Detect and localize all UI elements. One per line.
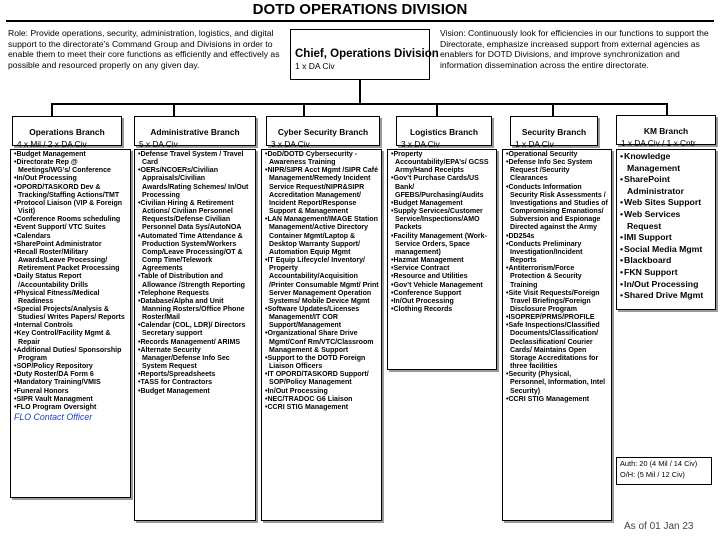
chief-name: Chief, Operations Division xyxy=(295,48,439,60)
duty-item: • FKN Support xyxy=(620,267,713,279)
duty-item: • TASS for Contractors xyxy=(138,379,253,387)
duty-item: • Social Media Mgmt xyxy=(620,244,713,256)
duty-item: • SharePoint Administrator xyxy=(620,174,713,197)
connector-km xyxy=(666,103,668,115)
duty-item: • Supply Services/Customer Service/Inspections/AMO Packets xyxy=(391,208,494,232)
page-title: DOTD OPERATIONS DIVISION xyxy=(252,1,468,18)
duty-item: • IT Equip Lifecycle/ Inventory/ Property Accountability/Acquisition /Printer Consumable Mgmt/ Print Server Management Operation Systems/ Mobile Device Mgmt xyxy=(265,257,379,306)
duty-item: • IT OPORD/TASKORD Support/ SOP/Policy Management xyxy=(265,371,379,387)
branch-operations xyxy=(12,116,122,149)
duty-item: • Additional Duties/ Sponsorship Program xyxy=(14,347,128,363)
chief-staff: 1 x DA Civ xyxy=(295,61,335,71)
duty-item: • Alternate Security Manager/Defense Info Sec System Request xyxy=(138,347,253,371)
duty-item: • OERs/NCOERs/Civilian Appraisals/Civilian Awards/Rating Schemes/ In/Out Processing xyxy=(138,167,253,200)
cyber-security-duties xyxy=(261,149,382,521)
duty-item: • Recall Roster/Military Awards/Leave Processing/ Retirement Packet Processing xyxy=(14,249,128,273)
branch-logistics xyxy=(396,116,492,149)
duty-item: • Telephone Requests xyxy=(138,290,253,298)
chief-connector xyxy=(359,80,361,104)
duty-item: • Web Sites Support xyxy=(620,197,713,209)
branch-name: KM Branch xyxy=(643,126,689,136)
duty-item: • Civilian Hiring & Retirement Actions/ Civilian Personnel Requests/Defense Civilian Personnel Data Sys/AutoNOA xyxy=(138,200,253,233)
duty-item: • Antiterrorism/Force Protection & Security Training xyxy=(506,265,609,289)
duty-item: • FLO Program Oversight xyxy=(14,404,128,412)
duty-item: • Records Management/ ARIMS xyxy=(138,339,253,347)
duty-item: • Gov’t Purchase Cards/US Bank/ GFEBS/Purchasing/Audits xyxy=(391,175,494,199)
duty-item: • Budget Management xyxy=(14,151,128,159)
duty-item: • SIPR Vault Managment xyxy=(14,396,128,404)
duty-item: • IMI Support xyxy=(620,232,713,244)
duty-item: • SOP/Policy Repository xyxy=(14,363,128,371)
duty-item: • CCRI STIG Management xyxy=(506,396,609,404)
duty-item: • Operational Security xyxy=(506,151,609,159)
duty-item: • Database/Alpha and Unit Manning Rosters/Office Phone Roster/Mail xyxy=(138,298,253,322)
duty-item: • OPORD/TASKORD Dev & Tracking/Staffing Actions/TMT xyxy=(14,184,128,200)
duty-item: • Calendar (COL, LDR)/ Directors Secretary support xyxy=(138,322,253,338)
branch-staff: 1 x DA Civ xyxy=(515,139,554,149)
duty-item: • Event Support/ VTC Suites xyxy=(14,224,128,232)
duty-item: • Hazmat Management xyxy=(391,257,494,265)
duty-item: • ISOPREP/PRMS/PROFILE xyxy=(506,314,609,322)
branch-staff: 4 x Mil / 2 x DA Civ xyxy=(17,139,87,149)
logistics-duties xyxy=(387,149,497,370)
duty-item: • Mandatory Training/VMIS xyxy=(14,379,128,387)
duty-item: • Site Visit Requests/Foreign Travel Briefings/Foreign Disclosure Program xyxy=(506,290,609,314)
duty-item: • Budget Management xyxy=(391,200,494,208)
duty-item: • Security (Physical, Personnel, Information, Intel Security) xyxy=(506,371,609,395)
duty-item: • Funeral Honors xyxy=(14,388,128,396)
authorization-box xyxy=(616,457,712,485)
duty-item: • Knowledge Management xyxy=(620,151,713,174)
duty-item: • Daily Status Report /Accountability Drills xyxy=(14,273,128,289)
duty-item: • Defense Info Sec System Request /Security Clearances xyxy=(506,159,609,183)
administrative-duties xyxy=(134,149,256,521)
duty-item: • Table of Distribution and Allowance /Strength Reporting xyxy=(138,273,253,289)
duty-item: • Property Accountability/EPA’s/ GCSS Army/Hand Receipts xyxy=(391,151,494,175)
duty-item: • Clothing Records xyxy=(391,306,494,314)
connector-logistics xyxy=(436,103,438,116)
title-underline xyxy=(6,20,714,22)
branch-administrative xyxy=(134,116,256,149)
branch-staff: 1 x DA Civ / 1 x Cntr xyxy=(621,138,696,148)
duty-item: • Automated Time Attendance & Production System/Workers Comp/Leave Processing/OT & Comp Time/Telework Agreements xyxy=(138,233,253,274)
duty-item: • Safe Inspections/Classified Documents/Classification/ Declassification/ Courier Cards/ Maintains Open Storage Accreditations for three facilities xyxy=(506,322,609,371)
duty-item: • In/Out Processing xyxy=(620,279,713,291)
duty-item: • In/Out Processing xyxy=(265,388,379,396)
onhand-line: O/H: (5 Mil / 12 Civ) xyxy=(620,469,685,479)
branch-staff: 3 x DA Civ xyxy=(271,139,310,149)
duty-item: • Conference Rooms scheduling xyxy=(14,216,128,224)
duty-item: • Support to the DOTD Foreign Liaison Officers xyxy=(265,355,379,371)
duty-item: • Key Control/Facility Mgmt & Repair xyxy=(14,330,128,346)
duty-item: • Directorate Rep @ Meetings/WG’s/ Conference xyxy=(14,159,128,175)
duty-item: • Internal Controls xyxy=(14,322,128,330)
duty-item: • Conducts Information Security Risk Assessments / Investigations and Studies of Compromising Emanations/ Subversion and Espionage Directed against the Army xyxy=(506,184,609,233)
connector-administrative xyxy=(173,103,175,116)
connector-security xyxy=(552,103,554,116)
as-of-date: As of 01 Jan 23 xyxy=(624,521,694,532)
duty-item: • Special Projects/Analysis & Studies/ Writes Papers/ Reports xyxy=(14,306,128,322)
duty-item: • Organizational Share Drive Mgmt/Conf Rm/VTC/Classroom Management & Support xyxy=(265,330,379,354)
duty-item: • Conference Support xyxy=(391,290,494,298)
duty-item: • CCRI STIG Management xyxy=(265,404,379,412)
security-duties xyxy=(502,149,612,521)
branch-name: Cyber Security Branch xyxy=(277,127,369,137)
branch-name: Administrative Branch xyxy=(150,127,240,137)
duty-item: • Budget Management xyxy=(138,388,253,396)
flo-contact-officer: FLO Contact Officer xyxy=(14,412,93,422)
duty-item: • Facility Management (Work-Service Orders, Space management) xyxy=(391,233,494,257)
duty-item: • Calendars xyxy=(14,233,128,241)
branch-km xyxy=(616,115,716,148)
branch-name: Logistics Branch xyxy=(410,127,478,137)
role-statement: Role: Provide operations, security, administration, logistics, and digital support to the directorate’s Command Group and Divisions in order to enable them to meet their core functions as efficiently and effectively as possible and resourced properly on any given day. xyxy=(8,28,280,70)
branch-name: Security Branch xyxy=(521,127,587,137)
duty-item: • Conducts Preliminary Investigation/Incident Reports xyxy=(506,241,609,265)
duty-item: • Software Updates/Licenses Management/IT COR Support/Management xyxy=(265,306,379,330)
branch-cyber-security xyxy=(266,116,380,149)
duty-item: • Service Contract xyxy=(391,265,494,273)
km-duties xyxy=(616,149,716,310)
duty-item: • DoD/DOTD Cybersecurity - Awareness Training xyxy=(265,151,379,167)
operations-duties xyxy=(10,149,131,498)
duty-item: • Physical Fitness/Medical Readiness xyxy=(14,290,128,306)
duty-item: • Defense Travel System / Travel Card xyxy=(138,151,253,167)
branch-bus-line xyxy=(51,103,667,105)
connector-operations xyxy=(51,103,53,116)
duty-item: • Shared Drive Mgmt xyxy=(620,290,713,302)
branch-security xyxy=(510,116,598,149)
duty-item: • In/Out Processing xyxy=(14,175,128,183)
duty-item: • Protocol Liaison (VIP & Foreign Visit) xyxy=(14,200,128,216)
duty-item: • In/Out Processing xyxy=(391,298,494,306)
branch-staff: 3 x DA Civ xyxy=(401,139,440,149)
duty-item: • Duty Roster/DA Form 6 xyxy=(14,371,128,379)
duty-item: • DD254s xyxy=(506,233,609,241)
vision-statement: Vision: Continuously look for efficiencies in our functions to support the Directorate, emphasize increased support from external agencies as enablers for DOTD Divisions, and improve synchronization and information dissemination across the entire directorate. xyxy=(440,28,709,70)
duty-item: • Web Services Request xyxy=(620,209,713,232)
duty-item: • SharePoint Administrator xyxy=(14,241,128,249)
duty-item: • Blackboard xyxy=(620,255,713,267)
duty-item: • Resource and Utilities xyxy=(391,273,494,281)
duty-item: • Reports/Spreadsheets xyxy=(138,371,253,379)
duty-item: • NEC/TRADOC G6 Liaison xyxy=(265,396,379,404)
connector-cyber xyxy=(303,103,305,116)
duty-item: • LAN Management/IMAGE Station Management/Active Directory Container Mgmt/Laptop & Desktop Warranty Support/ Automation Equip Mgmt xyxy=(265,216,379,257)
branch-staff: 5 x DA Civ xyxy=(139,139,178,149)
auth-line: Auth: 20 (4 Mil / 14 Civ) xyxy=(620,459,698,468)
duty-item: • Gov’t Vehicle Management xyxy=(391,282,494,290)
chief-box xyxy=(290,29,439,80)
duty-item: • NIPR/SIPR Acct Mgmt /SIPR Café Management/Remedy Incident Service Request/NIPR&SIPR Accreditation Management/ Incident Report/Response Support & Management xyxy=(265,167,379,216)
branch-name: Operations Branch xyxy=(29,127,105,137)
